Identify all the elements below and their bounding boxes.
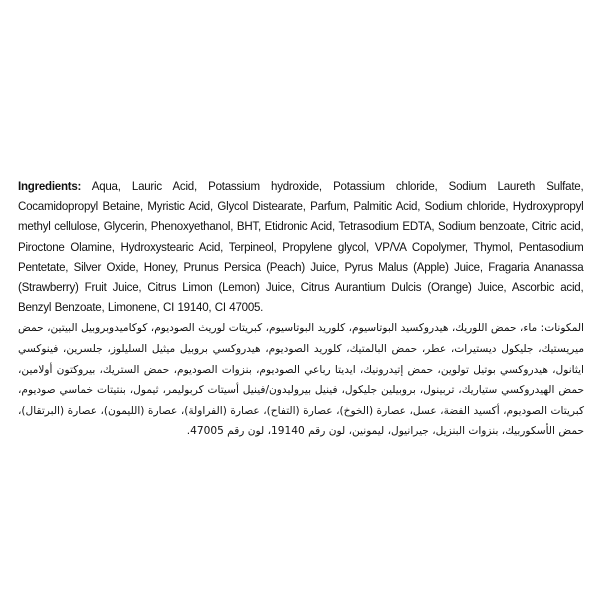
ingredients-label [18,176,584,442]
english-ingredients [18,176,583,317]
english-ingredients-list: Aqua, Lauric Acid, Potassium hydroxide, Potassium chloride, Sodium Laureth Sulfate, Cocamidopropyl Betaine, Myristic Acid, Glycol Distearate, Parfum, Palmitic Acid, Sodium chloride, Hydroxypropyl methyl cellulose, Glycerin, Phenoxyethanol, BHT, Etidronic Acid, Tetrasodium EDTA, Sodium benzoate, Citric acid, Piroctone Olamine, Hydroxystearic Acid, Terpineol, Propylene glycol, VP/VA Copolymer, Thymol, Pentasodium Pentetate, Silver Oxide, Honey, Prunus Persica (Peach) Juice, Pyrus Malus (Apple) Juice, Fragaria Ananassa (Strawberry) Fruit Juice, Citrus Limon (Lemon) Juice, Citrus Aurantium Dulcis (Orange) Juice, Ascorbic acid, Benzyl Benzoate, Limonene, CI 19140, CI 47005. [18,179,584,315]
arabic-ingredients: المكونات: ماء، حمض اللوريك، هيدروكسيد البوتاسيوم، كلوريد البوتاسيوم، كبريتات لوريث الصوديوم، كوكاميدوبروبيل البيتين، حمض ميريستيك، جليكول ديستيرات، عطر، حمض البالمتيك، كلوريد الصوديوم، هيدروكسي بروبيل ميثيل السليلوز، جلسرين، فينوكسي ايثانول، هيدروكسي بوتيل تولوين، حمض إتيدرونيك، ايديتا رباعي الصوديوم، بنزوات الصوديوم، حمض الستريك، بيروكتون أولامين، حمض الهيدروكسي ستياريك، تربينول، بروبيلين جليكول، فينيل بيروليدون/فينيل أسيتات كربوليمر، ثيمول، بنتيتات خماسي صوديوم، كبريتات الصوديوم، أكسيد الفضة، عسل، عصارة (الخوخ)، عصارة (التفاح)، عصارة (الفراولة)، عصارة (الليمون)، عصارة (البرتقال)، حمض الأسكوربيك، بنزوات البنزيل، جيرانيول، ليمونين، لون رقم 19140، لون رقم 47005. [18,322,584,438]
ingredients-heading: Ingredients: [18,179,82,193]
